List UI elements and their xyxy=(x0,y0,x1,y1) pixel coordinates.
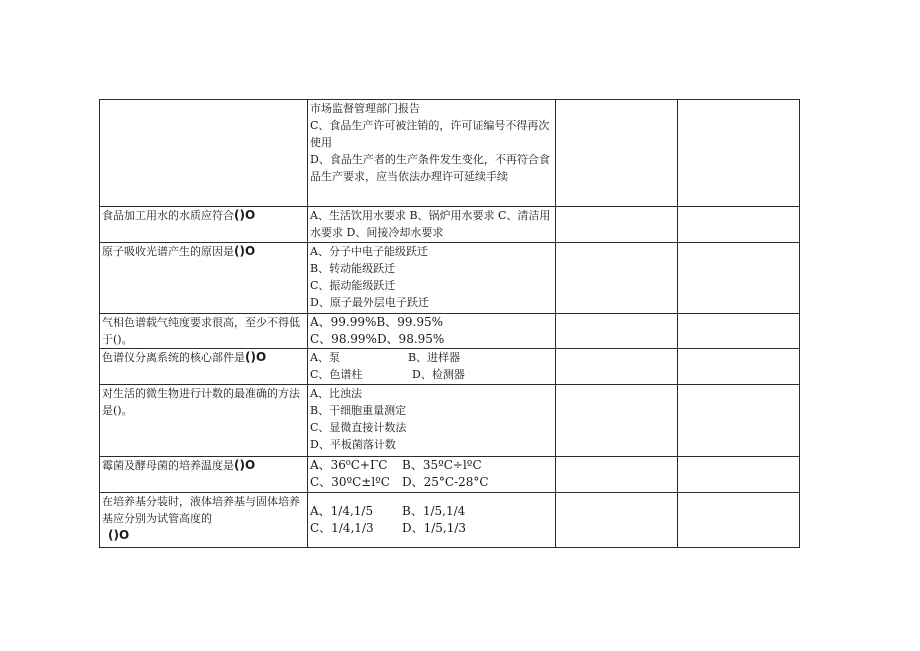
answer-blank: ()O xyxy=(234,244,256,258)
question-cell xyxy=(100,243,308,314)
notes-cell xyxy=(678,207,800,243)
options-cell xyxy=(308,314,556,349)
question-cell xyxy=(100,457,308,493)
option-text: B、1/5,1/4 xyxy=(402,504,466,518)
question-text: 在培养基分装时，液体培养基与固体培养基应分别为试管高度的 xyxy=(102,495,300,525)
question-cell xyxy=(100,385,308,457)
question-text: 食品加工用水的水质应符合 xyxy=(102,209,234,222)
options-cell xyxy=(308,457,556,493)
option-text: A、泵 xyxy=(310,351,340,364)
question-text: 色谱仪分离系统的核心部件是 xyxy=(102,351,245,364)
question-text: 原子吸收光谱产生的原因是 xyxy=(102,245,234,258)
option-text: D、1/5,1/3 xyxy=(402,521,467,535)
option-text: A、分子中电子能级跃迁 xyxy=(310,245,428,258)
answer-cell xyxy=(556,385,678,457)
option-text: C、食品生产许可被注销的，许可证编号不得再次使用 xyxy=(310,119,550,149)
option-pair xyxy=(310,520,555,537)
notes-cell xyxy=(678,349,800,385)
question-cell xyxy=(100,493,308,548)
question-cell xyxy=(100,207,308,243)
option-text: C、1/4,1/3 xyxy=(310,521,374,535)
answer-cell xyxy=(556,493,678,548)
question-cell xyxy=(100,100,308,207)
option-text: A、生活饮用水要求 B、锅炉用水要求 C、清洁用水要求 D、间接冷却水要求 xyxy=(310,209,551,239)
option-text: A、1/4,1/5 xyxy=(310,504,374,518)
option-text: C、98.99%D、98.95% xyxy=(310,332,445,346)
answer-cell xyxy=(556,314,678,349)
option-text: D、平板菌落计数 xyxy=(310,438,396,451)
option-text: C、30ºC±lºC xyxy=(310,475,390,489)
option-pair xyxy=(310,474,555,491)
option-pair xyxy=(310,349,555,366)
option-text: B、进样器 xyxy=(408,351,461,364)
answer-cell xyxy=(556,100,678,207)
option-text: C、色谱柱 xyxy=(310,368,363,381)
answer-blank: ()O xyxy=(108,528,130,542)
notes-cell xyxy=(678,457,800,493)
notes-cell xyxy=(678,314,800,349)
options-cell xyxy=(308,243,556,314)
option-text: D、原子最外层电子跃迁 xyxy=(310,296,429,309)
table-row xyxy=(100,207,800,243)
table-row xyxy=(100,243,800,314)
answer-cell xyxy=(556,207,678,243)
question-text: 霉菌及酵母菌的培养温度是 xyxy=(102,459,234,472)
options-cell xyxy=(308,385,556,457)
option-text: D、检测器 xyxy=(412,368,465,381)
options-cell xyxy=(308,207,556,243)
question-text: 对生活的微生物进行计数的最准确的方法是()。 xyxy=(102,387,300,417)
table-row xyxy=(100,493,800,548)
option-text: C、振动能级跃迁 xyxy=(310,279,396,292)
option-text: B、转动能级跃迁 xyxy=(310,262,396,275)
option-pair xyxy=(310,457,555,474)
notes-cell xyxy=(678,100,800,207)
options-cell xyxy=(308,100,556,207)
option-text: D、食品生产者的生产条件发生变化，不再符合食品生产要求，应当依法办理许可延续手续 xyxy=(310,153,550,183)
question-cell xyxy=(100,349,308,385)
option-text: C、显微直接计数法 xyxy=(310,421,407,434)
table-row xyxy=(100,100,800,207)
option-text: B、干细胞重量测定 xyxy=(310,404,407,417)
answer-cell xyxy=(556,457,678,493)
option-text: D、25°C-28°C xyxy=(402,475,489,489)
option-pair xyxy=(310,503,555,520)
option-text: A、99.99%B、99.95% xyxy=(310,315,443,329)
option-text: B、35ºC÷lºC xyxy=(402,458,482,472)
table-row xyxy=(100,457,800,493)
option-text: A、36⁰C+ΓC xyxy=(310,458,388,472)
options-cell xyxy=(308,349,556,385)
answer-blank: ()O xyxy=(234,208,256,222)
question-table xyxy=(99,99,800,548)
question-text: 气相色谱载气纯度要求很高，至少不得低于()。 xyxy=(102,316,300,346)
notes-cell xyxy=(678,385,800,457)
option-text: 市场监督管理部门报告 xyxy=(310,102,420,115)
table-row xyxy=(100,385,800,457)
answer-blank: ()O xyxy=(245,350,267,364)
notes-cell xyxy=(678,243,800,314)
answer-cell xyxy=(556,243,678,314)
answer-cell xyxy=(556,349,678,385)
options-cell xyxy=(308,493,556,548)
option-text: A、比浊法 xyxy=(310,387,362,400)
answer-blank: ()O xyxy=(234,458,256,472)
notes-cell xyxy=(678,493,800,548)
question-cell xyxy=(100,314,308,349)
option-pair xyxy=(310,366,555,383)
table-row xyxy=(100,314,800,349)
table-row xyxy=(100,349,800,385)
